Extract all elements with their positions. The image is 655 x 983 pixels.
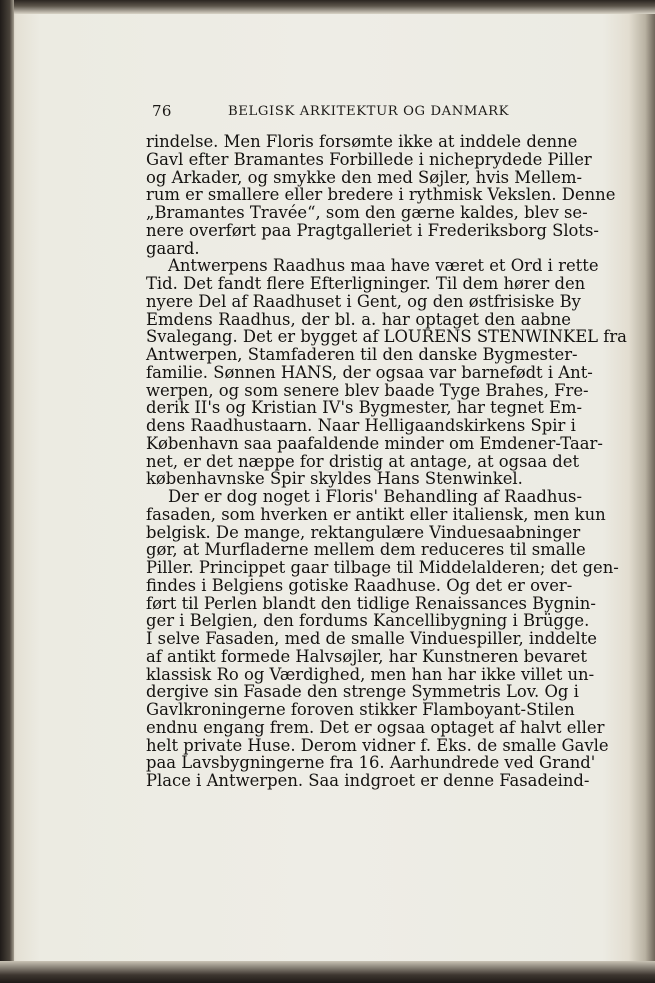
text-line: dens Raadhustaarn. Naar Helligaandskirkens Spir i [146, 416, 576, 435]
text-line: net, er det næppe for dristig at antage, at ogsaa det [146, 451, 580, 471]
text-line: „Bramantes Travée“, som den gærne kaldes, blev se- [146, 203, 588, 222]
page-number: 76 [152, 102, 172, 120]
text-line: dergive sin Fasade den strenge Symmetris Lov. Og i [146, 682, 579, 702]
text-line: endnu engang frem. Det er ogsaa optaget af halvt eller [146, 717, 605, 737]
text-line: Place i Antwerpen. Saa indgroet er denne Fasadeind- [146, 771, 590, 790]
text-line: ført til Perlen blandt den tidlige Renaissances Bygnin- [146, 593, 596, 613]
text-line: københavnske Spir skyldes Hans Stenwinkel. [146, 469, 523, 489]
text-line: Der er dog noget i Floris' Behandling af Raadhus- [168, 487, 582, 506]
text-line: rindelse. Men Floris forsømte ikke at inddele denne [146, 132, 578, 151]
text-line: nyere Del af Raadhuset i Gent, og den østfrisiske By [146, 291, 581, 311]
text-line: Tid. Det fandt flere Efterligninger. Til dem hører den [146, 274, 586, 293]
text-line: Gavl efter Bramantes Forbillede i nicheprydede Piller [146, 149, 592, 169]
text-line: Svalegang. Det er bygget af LOURENS STENWINKEL fra [146, 327, 627, 347]
running-head: BELGISK ARKITEKTUR OG DANMARK [228, 104, 510, 119]
text-line: og Arkader, og smykke den med Søjler, hvis Mellem- [146, 167, 583, 187]
text-line: I selve Fasaden, med de smalle Vinduespiller, inddelte [146, 629, 597, 648]
text-line: Antwerpens Raadhus maa have været et Ord i rette [168, 256, 599, 276]
text-line: gør, at Murfladerne mellem dem reduceres til smalle [146, 540, 586, 560]
text-line: Gavlkroningerne foroven stikker Flamboyant-Stilen [146, 700, 575, 719]
text-line: paa Lavsbygningerne fra 16. Aarhundrede ved Grand' [146, 753, 596, 773]
text-line: familie. Sønnen HANS, der ogsaa var barnefødt i Ant- [146, 362, 593, 382]
text-line: klassisk Ro og Værdighed, men han har ikke villet un- [146, 664, 595, 684]
text-line: rum er smallere eller bredere i rythmisk Vekslen. Denne [146, 185, 616, 205]
text-line: København saa paafaldende minder om Emdener-Taar- [146, 433, 603, 453]
text-line: ger i Belgien, den fordums Kancellibygning i Brügge. [146, 611, 590, 631]
text-line: af antikt formede Halvsøjler, har Kunstneren bevaret [146, 646, 587, 666]
text-line: Antwerpen, Stamfaderen til den danske Bygmester- [146, 345, 578, 364]
text-line: Piller. Princippet gaar tilbage til Middelalderen; det gen- [146, 558, 619, 577]
body-text [146, 132, 627, 790]
book-gutter [0, 0, 14, 983]
text-line: gaard. [146, 238, 200, 258]
text-line: findes i Belgiens gotiske Raadhuse. Og det er over- [146, 575, 573, 595]
text-line: derik II's og Kristian IV's Bygmester, har tegnet Em- [146, 398, 583, 418]
page-top-edge [0, 0, 655, 14]
text-line: nere overført paa Pragtgalleriet i Frederiksborg Slots- [146, 220, 599, 240]
text-line: Emdens Raadhus, der bl. a. har optaget den aabne [146, 309, 571, 329]
page-bottom-edge [0, 961, 655, 983]
text-line: belgisk. De mange, rektangulære Vinduesaabninger [146, 522, 581, 542]
text-line: werpen, og som senere blev baade Tyge Brahes, Fre- [146, 380, 589, 400]
text-line: fasaden, som hverken er antikt eller italiensk, men kun [146, 504, 606, 524]
text-line: helt private Huse. Derom vidner f. Eks. de smalle Gavle [146, 735, 609, 755]
